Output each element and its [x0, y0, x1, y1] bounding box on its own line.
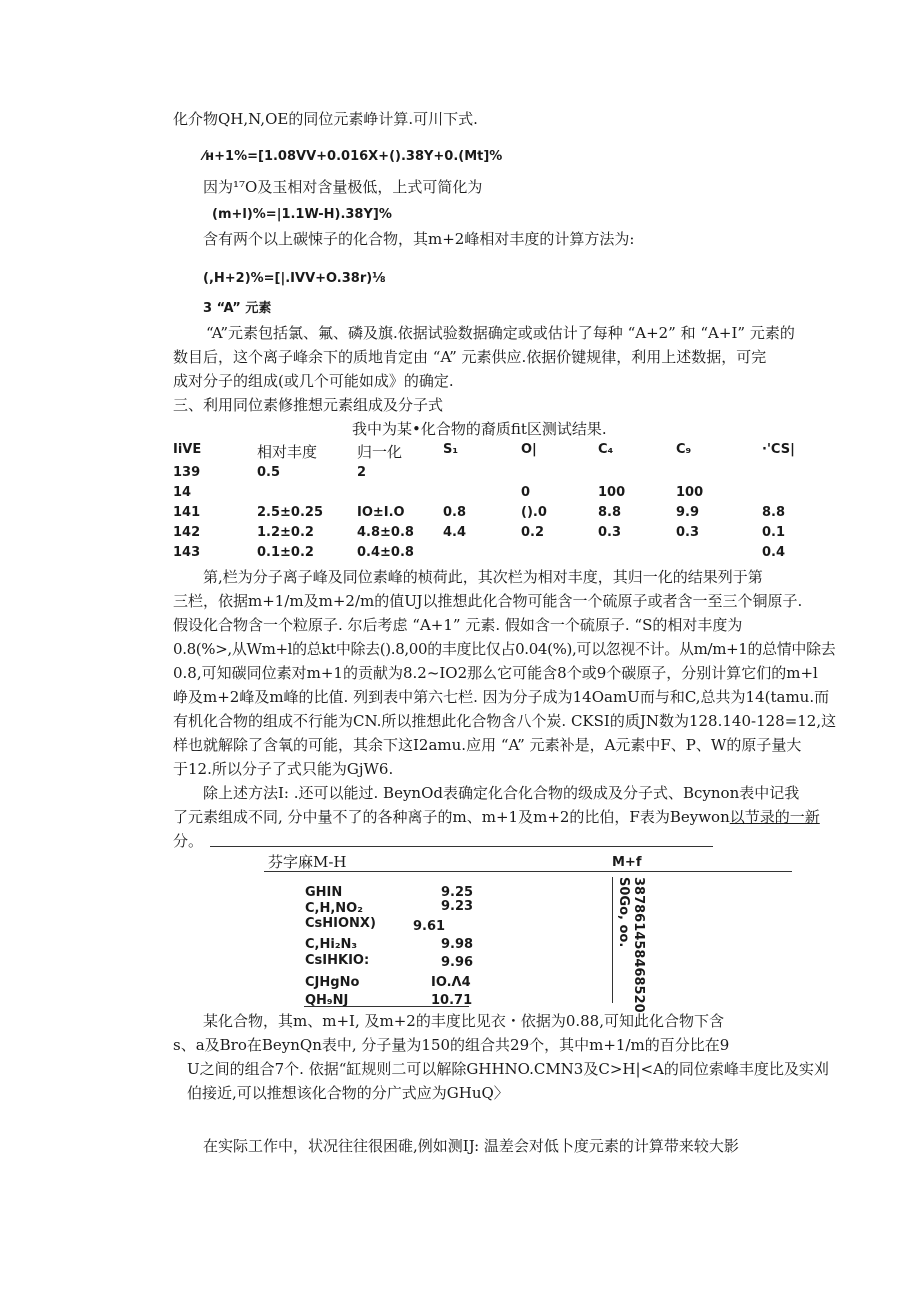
para2-line: 0.8(%>,从Wm+l的总kt中除去().8,00的丰度比仅占0.04(%),可以忽视不计。从m/m+1的总情中除去: [173, 640, 836, 658]
para5-line: 在实际工作中，状况往往很困碓,例如测IJ: 温差会对低卜度元素的计算带来较大影: [203, 1137, 739, 1155]
para2-line: 样也就解除了含氧的可能，其余下这I2amu.应用 “A” 元素补是，A元素中F、P、W的原子量大: [173, 736, 802, 754]
table1-cell: 139: [173, 465, 201, 480]
table2-value: 9.96: [441, 955, 474, 970]
table1-cell: 141: [173, 505, 201, 520]
table1-cell: ().0: [521, 505, 547, 520]
para2-line: 于12.所以分子了式只能为GjW6.: [173, 760, 394, 778]
table1-cell: 0.1: [762, 525, 786, 540]
para2-line: 假设化合物含一个粒原子. 尔后考虑 “A+1” 元素. 假如含一个硫原子. “S的相对丰度为: [173, 616, 743, 634]
table1-cell: 14: [173, 485, 192, 500]
table1-cell: 2.5±0.25: [257, 505, 323, 520]
table1-cell: 100: [598, 485, 626, 500]
table1-header-mass: IiVE: [173, 442, 202, 457]
table1-cell: 143: [173, 545, 201, 560]
table1-header-abundance: 相对丰度: [257, 443, 318, 461]
table2-formula: C,H,NO₂: [305, 901, 363, 916]
table1-cell: 8.8: [762, 505, 786, 520]
table2-formula: C,Hi₂N₃: [305, 937, 358, 952]
para2-line: 有机化合物的组成不行能为CN.所以推想此化合物含八个炭. CKSI的质JN数为128.140-128=12,这: [173, 712, 837, 730]
para4-line: 某化合物，其m、m+I, 及m+2的丰度比见衣・依据为0.88,可知此化合物下含: [203, 1012, 724, 1030]
table1-cell: 0.3: [676, 525, 700, 540]
para3-line: 除上述方法I: .还可以能过. BeynOd表确定化合化合物的级成及分子式、Bcynon表中记我: [203, 784, 800, 802]
table2-bottom-rule: [304, 1006, 469, 1007]
table2-formula: CsHIONX): [305, 916, 376, 931]
formula-m1-simple: (m+l)%=|1.1W-H).38Y]%: [212, 207, 392, 222]
table2-divider: [612, 877, 613, 1003]
table1-header-s1: S₁: [443, 442, 459, 457]
table1-caption: 我中为某•化合物的裔质fit区测试结果.: [352, 420, 607, 438]
para3-line2-underlined: 以节录的一新: [729, 808, 820, 826]
section-a-heading: 3 “A” 元素: [203, 301, 272, 316]
para2-line: 峥及m+2峰及m峰的比值. 列到表中第六七栏. 因为分子成为14OamU而与和C,总共为14(tamu.而: [173, 688, 830, 706]
table1-cell: 0.4: [762, 545, 786, 560]
para3-line: 分。: [173, 832, 204, 850]
formula-m1-full: ⁄ʜ+1%=[1.08VV+0.016X+().38Y+0.(Mt]%: [203, 149, 503, 164]
table1-cell: 0.8: [443, 505, 467, 520]
table2-vertical-suffix: S0Go, oo.: [616, 877, 631, 948]
simplify-line: 因为¹⁷O及玉相对含量极低，上式可简化为: [203, 178, 483, 196]
para2-line: 0.8,可知碳同位素对m+1的贡献为8.2~IO2那么它可能含8个或9个碳原子，分别计算它们的m+l: [173, 664, 818, 682]
table1-cell: 4.4: [443, 525, 467, 540]
para3-line: [173, 806, 820, 828]
table1-cell: 4.8±0.8: [357, 525, 414, 540]
table1-cell: 0.1±0.2: [257, 545, 314, 560]
section-3-heading: 三、利用同位素修推想元素组成及分子式: [173, 396, 444, 414]
para2-line: 三栏，依据m+1/m及m+2/m的值UJ以推想此化合物可能含一个硫原子或者含一至三个铜原子.: [173, 592, 803, 610]
table1-cell: 2: [357, 465, 367, 480]
table2-formula: CJHgNo: [305, 975, 360, 990]
formula-m2: (,H+2)%=[|.IVV+O.38r)⅛: [203, 271, 386, 286]
table2-header-left: 芬字麻M-H: [268, 853, 347, 871]
table1-cell: 100: [676, 485, 704, 500]
section-a-p3: 成对分子的组成(或几个可能如成》的确定.: [173, 372, 454, 390]
para4-line: s、a及Bro在BeynQn表中, 分子量为150的组合共29个，其中m+1/m的百分比在9: [173, 1036, 730, 1054]
para3-line2-text: 了元素组成不同, 分中量不了的各种离子的m、m+1及m+2的比伯，F表为Beywon: [173, 808, 730, 826]
table2-value: 9.61: [413, 919, 446, 934]
table1-header-cs: ·'CS|: [762, 442, 795, 457]
table1-cell: IO±I.O: [357, 505, 405, 520]
table1-cell: 9.9: [676, 505, 700, 520]
table2-value: 9.98: [441, 937, 474, 952]
table1-header-o: O|: [521, 442, 537, 457]
table1-cell: 0: [521, 485, 531, 500]
intro-line: 化介物QH,N,OE的同位元素峥计算.可川下式.: [173, 110, 478, 128]
table2-value: IO.Λ4: [431, 975, 471, 990]
section-a-p1: “A”元素包括氯、氟、磷及旗.依据试验数据确定或或估计了每种 “A+2” 和 “A+I” 元素的: [206, 324, 795, 342]
para4-line: U之间的组合7个. 依据“缸规则二可以解除GHHNO.CMN3及C>H|<A的同位索峰丰度比及实刈: [187, 1060, 829, 1078]
para4-line: 伯接近,可以推想该化合物的分广式应为GHuQ〉: [187, 1084, 509, 1102]
table1-cell: 0.4±0.8: [357, 545, 414, 560]
table2-value: 10.71: [431, 993, 473, 1008]
section-a-p2: 数目后，这个离子峰余下的质地肯定由 “A” 元素供应.依据价键规律，利用上述数据，可完: [173, 348, 767, 366]
separator-rule: [210, 846, 713, 847]
table1-header-c9: C₉: [676, 442, 692, 457]
table2-vertical-values: 387861458468520: [631, 877, 646, 1013]
table2-header-rule: [264, 871, 792, 872]
table1-cell: 8.8: [598, 505, 622, 520]
table1-cell: 0.3: [598, 525, 622, 540]
table1-cell: 0.5: [257, 465, 281, 480]
table1-cell: 142: [173, 525, 201, 540]
table2-formula: QH₉NJ: [305, 993, 349, 1008]
table1-cell: 0.2: [521, 525, 545, 540]
table1-header-c4: C₄: [598, 442, 614, 457]
table2-formula: CsIHKIO:: [305, 953, 370, 968]
m2-method-line: 含有两个以上碳悚子的化合物，其m+2峰相对丰度的计算方法为:: [203, 230, 635, 248]
table1-cell: 1.2±0.2: [257, 525, 314, 540]
table2-formula: GHIN: [305, 885, 343, 900]
para2-line: 第,栏为分子离子峰及同位素峰的桢荷此，其次栏为相对丰度，其归一化的结果列于第: [203, 568, 763, 586]
table2-value: 9.23: [441, 899, 474, 914]
table1-header-normalized: 归一化: [357, 443, 403, 461]
table2-header-right: M+f: [612, 855, 642, 870]
table2-value: 9.25: [441, 885, 474, 900]
